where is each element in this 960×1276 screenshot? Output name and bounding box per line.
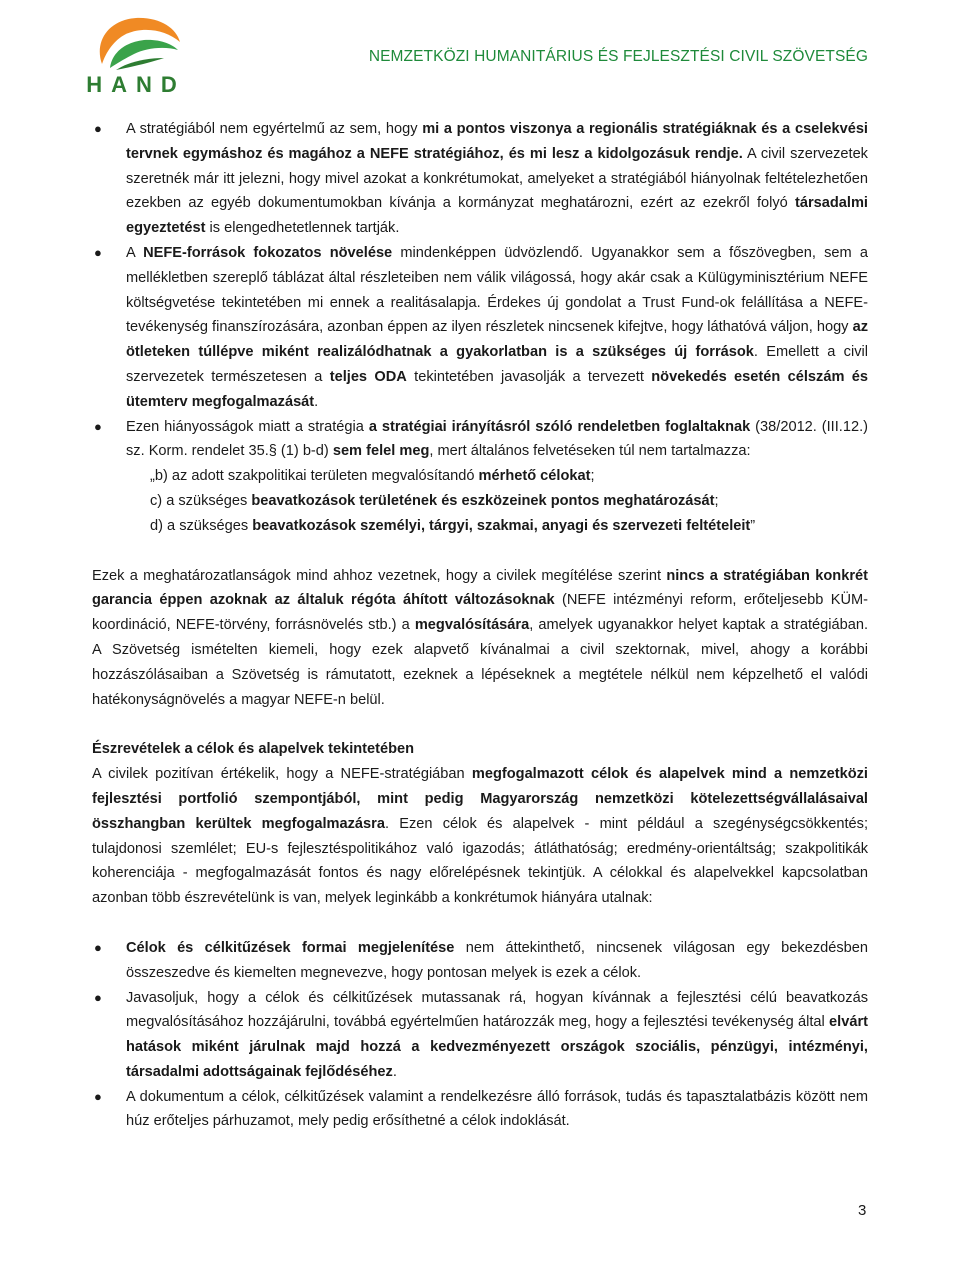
text: A stratégiából nem egyértelmű az sem, hogy — [126, 121, 423, 137]
text: is elengedhetetlennek tartják. — [205, 220, 400, 237]
bold-text: teljes ODA — [329, 368, 407, 385]
text: . Ezen célok és alapelvek - mint például a szegénységcsökkentés; tulajdonosi szemlélet; EU-s fejlesztéspolitikához való igazodás; átláthatóság; eredmény-orientáltság; szakpolitikák koherenciája - megfogalmazását fontos és nagy előrelépésnek tekintjük. A célokkal és alapelvekkel kapcsolatban azonban több észrevételünk is van, melyek leginkább a konkrétumok hiányára utalnak: — [92, 815, 868, 907]
text: ; — [714, 492, 719, 509]
bullet-icon: ● — [94, 121, 102, 136]
sub-item — [126, 514, 868, 539]
bullet-icon: ● — [94, 244, 102, 260]
text: Javasoljuk, hogy a célok és célkitűzések mutassanak rá, hogyan kívánnak a fejlesztési célú beavatkozás megvalósításához hozzájárulni, továbbá egyértelműen határozzák meg, hogy a fejlesztési tevékenység által — [126, 989, 868, 1031]
text: Ezen hiányosságok miatt a stratégia — [126, 418, 369, 435]
text: d) a szükséges — [150, 517, 253, 534]
page-header — [0, 0, 960, 100]
text: , mert általános felvetéseken túl nem tartalmazza: — [429, 443, 751, 460]
bullet-icon: ● — [94, 1088, 102, 1104]
bold-text: beavatkozások területének és eszközeinek pontos meghatározását — [251, 492, 715, 509]
text: . Emellett a civil szervezetek természetesen a — [126, 344, 868, 385]
text: , amelyek ugyanakkor helyet kaptak a stratégiában. A Szövetség ismételten kiemeli, hogy ezek alapvető kívánalmai a civil szektornak, mivel, ahogy a korábbi hozzászólásaiban a Szövetség is rámutatott, ezeknek a lépéseknek a megtétele nélkül nem képzelhető el valódi hatékonyságnövelés a magyar NEFE-n belül. — [92, 617, 868, 708]
bullet-icon: ● — [94, 418, 102, 434]
logo-text: HAND — [86, 72, 186, 97]
text: mindenképpen üdvözlendő. Ugyanakkor sem a főszövegben, sem a mellékletben szereplő táblázat által részleteiben nem válik világossá, hogy akár csak a Külügyminisztérium NEFE költségvetése tekintetében mi ennek a realitásalapja. Érdekes új gondolat a Trust Fund-ok felállítása a NEFE-tevékenység finanszírozására, azonban éppen az ilyen részletek nincsenek kifejtve, hogy láthatóvá váljon, hogy — [126, 244, 868, 336]
text: A civil szervezetek szeretnék már itt jelezni, hogy mivel azokat a konkrétumokat, amelyeket a stratégiából hiányolnak feltételezhetően ezekben az egyéb dokumentumokban kívánja a kormányzat meghatározni, ezért az ezekről folyó — [126, 145, 868, 212]
text: (38/2012. (III.12.) sz. Korm. rendelet 35.§ (1) b-d) — [126, 418, 868, 460]
bold-text: mi a pontos viszonya a regionális stratégiáknak és a cselekvési tervnek egymáshoz és magához a NEFE stratégiához, és mi lesz a kidolgozásuk rendje. — [126, 121, 868, 162]
text: A — [126, 244, 144, 261]
hand-logo-icon — [86, 12, 186, 74]
text: ” — [750, 517, 756, 534]
hand-logo — [86, 12, 186, 98]
text: ; — [590, 468, 595, 485]
list-item — [92, 241, 868, 415]
bullet-list-1 — [92, 117, 868, 539]
bold-text: a stratégiai irányításról szóló rendeletben foglaltaknak — [368, 418, 751, 435]
section-heading: Észrevételek a célok és alapelvek tekintetében — [92, 741, 415, 758]
sub-item — [126, 464, 868, 489]
page-number: 3 — [858, 1202, 867, 1219]
bullet-icon: ● — [94, 939, 102, 955]
organization-name: NEMZETKÖZI HUMANITÁRIUS ÉS FEJLESZTÉSI CIVIL SZÖVETSÉG — [368, 48, 868, 65]
paragraph — [92, 564, 868, 713]
text: nem áttekinthető, nincsenek világosan egy bekezdésben összeszedve és kiemelten megnevezve, hogy pontosan melyek is ezek a célok. — [126, 939, 868, 981]
bold-text: NEFE-források fokozatos növelése — [143, 244, 393, 261]
bold-text: mérhető célokat — [478, 468, 591, 485]
bold-text: társadalmi egyeztetést — [126, 195, 868, 237]
text: . — [392, 1063, 397, 1080]
bold-text: sem felel meg — [332, 443, 430, 460]
sub-item — [126, 489, 868, 514]
text: Ezek a meghatározatlanságok mind ahhoz vezetnek, hogy a civilek megítélése szerint — [92, 567, 667, 584]
bold-text: megfogalmazott célok és alapelvek mind a nemzetközi fejlesztési portfolió szempontjából, mint pedig Magyarország nemzetközi kötelezettségvállalásaival összhangban kerültek megfogalmazásra — [92, 766, 868, 832]
text: „b) az adott szakpolitikai területen megvalósítandó — [150, 468, 479, 485]
paragraph — [92, 762, 868, 911]
bold-text: az ötleteken túllépve miként realizálódhatnak a gyakorlatban is a szükséges új források — [126, 319, 868, 361]
text: c) a szükséges — [150, 492, 252, 509]
bold-text: nincs a stratégiában konkrét garancia éppen azoknak az általuk régóta áhított változásoknak — [92, 567, 868, 609]
list-item — [92, 936, 868, 986]
list-item — [92, 415, 868, 539]
bold-text: beavatkozások személyi, tárgyi, szakmai, anyagi és szervezeti feltételeit — [252, 517, 751, 534]
text: . — [314, 393, 319, 410]
text: A civilek pozitívan értékelik, hogy a NEFE-stratégiában — [92, 766, 472, 783]
list-item — [92, 986, 868, 1085]
bullet-icon: ● — [94, 989, 102, 1005]
bullet-list-2 — [92, 936, 868, 1134]
list-item — [92, 117, 868, 241]
bold-text: megvalósítására — [414, 617, 530, 634]
text: A dokumentum a célok, célkitűzések valamint a rendelkezésre álló források, tudás és tapasztalatbázis között nem húz erőteljes párhuzamot, mely pedig erősíthetné a célok indoklását. — [126, 1088, 868, 1130]
text: (NEFE intézményi reform, erőteljesebb KÜM-koordináció, NEFE-törvény, forrásnövelés stb.) a — [92, 592, 868, 634]
bold-text: növekedés esetén célszám és ütemterv megfogalmazását — [126, 368, 868, 410]
text: tekintetében javasolják a tervezett — [406, 368, 652, 385]
list-item — [92, 1085, 868, 1135]
bold-text: elvárt hatások miként járulnak majd hozzá a kedvezményezett országok szociális, pénzügyi, intézményi, társadalmi adottságainak fejlődéséhez — [126, 1014, 868, 1080]
document-body — [92, 117, 868, 1134]
bold-text: Célok és célkitűzések formai megjelenítése — [126, 939, 455, 956]
